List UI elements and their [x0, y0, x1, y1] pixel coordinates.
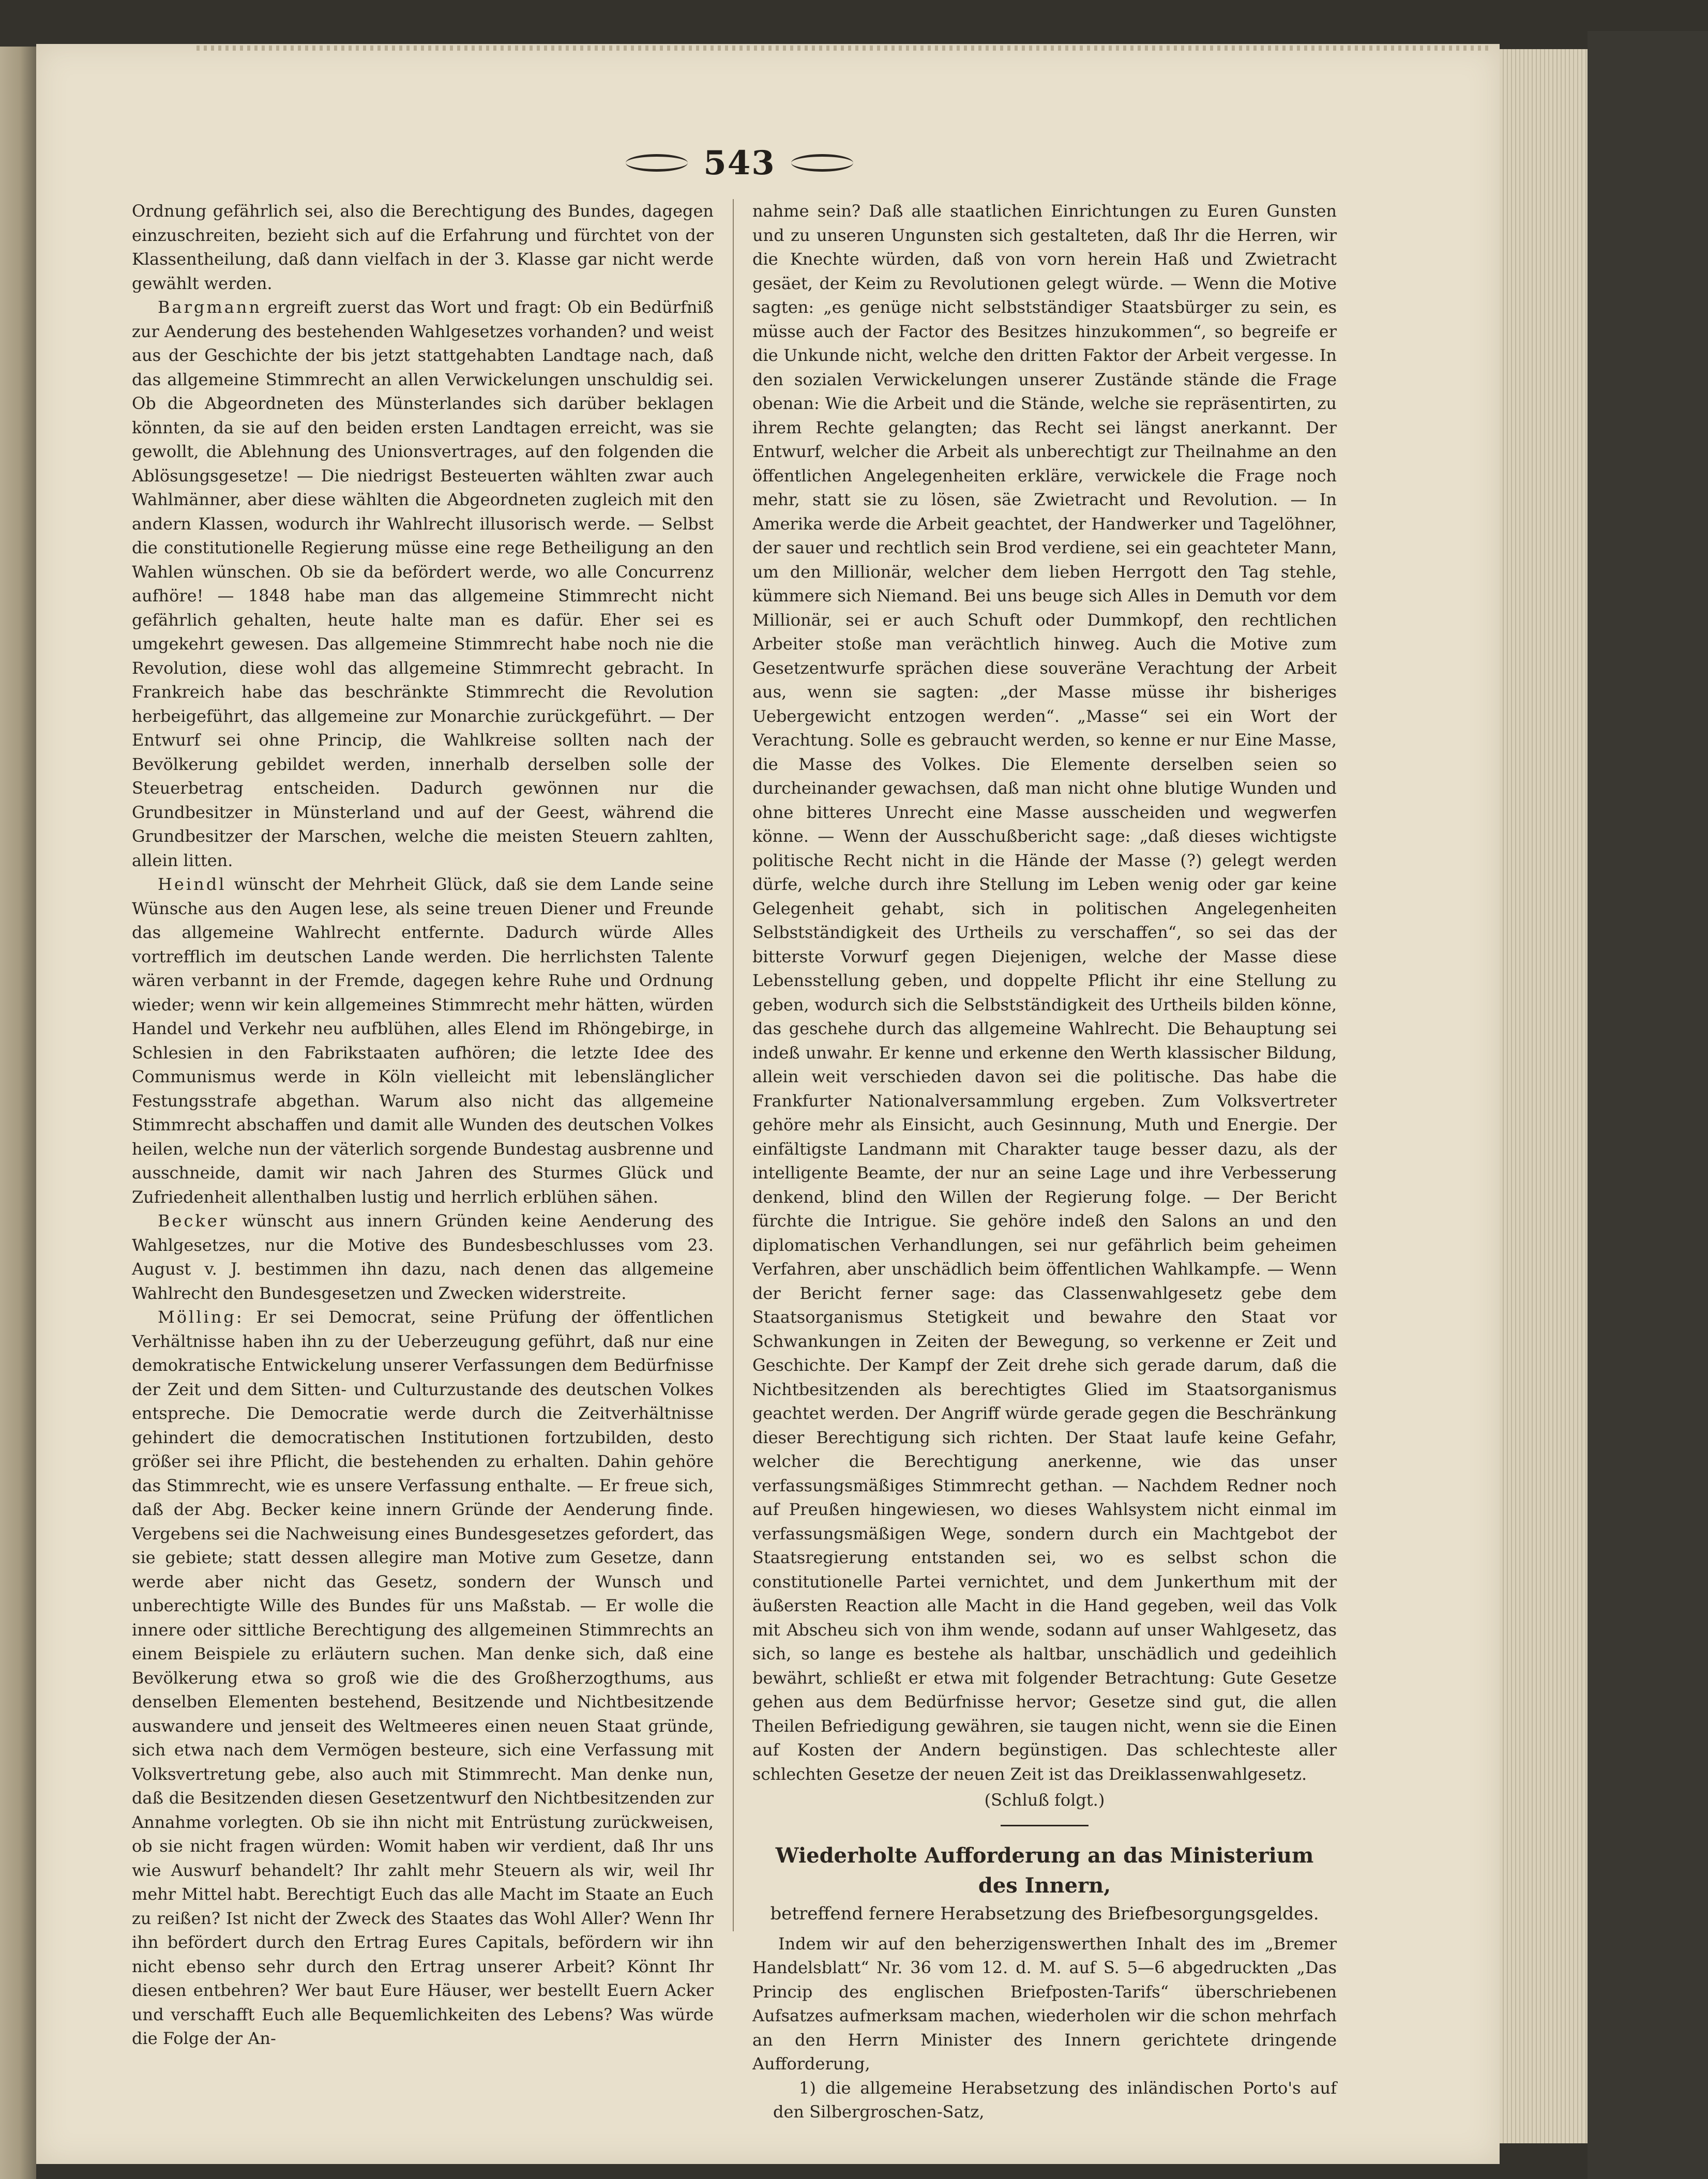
- ornament-left-icon: [626, 154, 688, 172]
- section-divider: [1001, 1825, 1089, 1826]
- article-subheadline: betreffend fernere Herabsetzung des Briefbesorgungsgeldes.: [770, 1903, 1319, 1924]
- page-header: [610, 140, 869, 186]
- scan-background-right: [1588, 31, 1708, 2179]
- top-edge-marks: [197, 46, 1489, 51]
- ornament-right-icon: [791, 154, 853, 172]
- speaker-name: Heindl: [158, 874, 226, 894]
- continuation-note: (Schluß folgt.): [984, 1790, 1105, 1810]
- right-column: [752, 199, 1337, 2124]
- paragraph: Heindl wünscht der Mehrheit Glück, daß sie dem Lande seine Wünsche aus den Augen lese, als seine treuen Diener und Freunde das allgemeine Wahlrecht entfernte. Dadurch würde Alles vortrefflich im deutschen Lande werden. Die herrlichsten Talente wären verbannt in der Fremde, dagegen kehre Ruhe und Ordnung wieder; wenn wir kein allgemeines Stimmrecht mehr hätten, würden Handel und Verkehr neu aufblühen, alles Elend im Rhöngebirge, in Schlesien in den Fabrikstaaten aufhören; die letzte Idee des Communismus werde in Köln vielleicht mit lebenslänglicher Festungsstrafe abgethan. Warum also nicht das allgemeine Stimmrecht abschaffen und damit alle Wunden des deutschen Volkes heilen, welche nun der väterlich sorgende Bundestag ausbrenne und ausschneide, damit wir nach Jahren des Sturmes Glück und Zufriedenheit allenthalben lustig und herrlich erblühen sähen.: [132, 874, 714, 1207]
- list-item: 1) die allgemeine Herabsetzung des inländischen Porto's auf den Silbergroschen-Satz,: [773, 2078, 1337, 2122]
- article-headline: Wiederholte Aufforderung an das Ministerium des Innern,: [775, 1843, 1314, 1898]
- page-stack-edge: [1500, 49, 1588, 2143]
- speaker-name: Mölling: [158, 1307, 236, 1327]
- paragraph: Indem wir auf den beherzigenswerthen Inhalt des im „Bremer Handelsblatt“ Nr. 36 vom 12. d. M. auf S. 5—6 abgedruckten „Das Princip des englischen Briefposten-Tarifs“ überschriebenen Aufsatzes aufmerksam machen, wiederholen wir die schon mehrfach an den Herrn Minister des Innern gerichtete dringende Aufforderung,: [752, 1933, 1337, 2074]
- speaker-name: Bargmann: [158, 297, 262, 317]
- paragraph: Bargmann ergreift zuerst das Wort und fragt: Ob ein Bedürfniß zur Aenderung des bestehenden Wahlgesetzes vorhanden? und weist aus der Geschichte der bis jetzt stattgehabten Landtage nach, daß das allgemeine Stimmrecht an allen Verwickelungen unschuldig sei. Ob die Abgeordneten des Münsterlandes sich darüber beklagen könnten, da sie auf den beiden ersten Landtagen erreicht, was sie gewollt, die Ablehnung des Unionsvertrages, auf den folgenden die Ablösungsgesetze! — Die niedrigst Besteuerten wählten zwar auch Wahlmänner, aber diese wählten die Abgeordneten zugleich mit den andern Klassen, wodurch ihr Wahlrecht illusorisch werde. — Selbst die constitutionelle Regierung müsse eine rege Betheiligung an den Wahlen wünschen. Ob sie da befördert werde, wo alle Concurrenz aufhöre! — 1848 habe man das allgemeine Stimmrecht nicht gefährlich gehalten, heute halte man es dafür. Eher sei es umgekehrt gewesen. Das allgemeine Stimmrecht habe noch nie die Revolution, diese wohl das allgemeine Stimmrecht gebracht. In Frankreich habe das beschränkte Stimmrecht die Revolution herbeigeführt, das allgemeine zur Monarchie zurückgeführt. — Der Entwurf sei ohne Princip, die Wahlkreise sollten nach der Bevölkerung gebildet werden, innerhalb derselben solle der Steuerbetrag entscheiden. Dadurch gewönnen nur die Grundbesitzer in Münsterland und auf der Geest, während die Grundbesitzer der Marschen, welche die meisten Steuern zahlten, allein litten.: [132, 297, 714, 870]
- facing-page-edge: [0, 47, 36, 2179]
- paragraph: Ordnung gefährlich sei, also die Berechtigung des Bundes, dagegen einzuschreiten, bezieht sich auf die Erfahrung und fürchtet von der Klassentheilung, daß dann vielfach in der 3. Klasse gar nicht werde gewählt werden.: [132, 201, 714, 293]
- left-column: [132, 199, 714, 2051]
- paragraph: nahme sein? Daß alle staatlichen Einrichtungen zu Euren Gunsten und zu unseren Ungunsten sich gestalteten, daß Ihr die Herren, wir die Knechte würden, daß von vorn herein Haß und Zwietracht gesäet, der Keim zu Revolutionen gelegt würde. — Wenn die Motive sagten: „es genüge nicht selbstständiger Staatsbürger zu sein, es müsse auch der Factor des Besitzes hinzukommen“, so begreife er die Unkunde nicht, welche den dritten Faktor der Arbeit vergesse. In den sozialen Verwickelungen unserer Zustände stände die Frage obenan: Wie die Arbeit und die Stände, welche sie repräsentirten, zu ihrem Rechte gelangten; das Recht sei längst anerkannt. Der Entwurf, welcher die Arbeit als unberechtigt zur Theilnahme an den öffentlichen Angelegenheiten erkläre, verwickele die Frage noch mehr, statt sie zu lösen, säe Zwietracht und Revolution. — In Amerika werde die Arbeit geachtet, der Handwerker und Tagelöhner, der sauer und rechtlich sein Brod verdiene, sei ein geachteter Mann, um den Millionär, welcher dem lieben Herrgott den Tag stehle, kümmere sich Niemand. Bei uns beuge sich Alles in Demuth vor dem Millionär, sei er auch Schuft oder Dummkopf, den rechtlichen Arbeiter stoße man verächtlich hinweg. Auch die Motive zum Gesetzentwurfe sprächen diese souveräne Verachtung der Arbeit aus, wenn sie sagten: „der Masse müsse ihr bisheriges Uebergewicht entzogen werden“. „Masse“ sei ein Wort der Verachtung. Solle es gebraucht werden, so kenne er nur Eine Masse, die Masse des Volkes. Die Elemente derselben seien so durcheinander gewachsen, daß man nicht ohne blutige Wunden und ohne bitteres Unrecht eine Masse ausscheiden und wegwerfen könne. — Wenn der Ausschußbericht sage: „daß dieses wichtigste politische Recht nicht in die Hände der Masse (?) gelegt werden dürfe, welche durch ihre Stellung im Leben wenig oder gar keine Gelegenheit gehabt, sich in politischen Angelegenheiten Selbstständigkeit des Urtheils zu verschaffen“, so sei das der bitterste Vorwurf gegen Diejenigen, welche der Masse diese Lebensstellung geben, und doppelte Pflicht ihr eine Stellung zu geben, wodurch sich die Selbstständigkeit des Urtheils bilden könne, das geschehe durch das allgemeine Wahlrecht. Die Behauptung sei indeß unwahr. Er kenne und erkenne den Werth klassischer Bildung, allein weit verschieden davon sei die politische. Das habe die Frankfurter Nationalversammlung ergeben. Zum Volksvertreter gehöre mehr als Einsicht, auch Gesinnung, Muth und Energie. Der einfältigste Landmann mit Charakter tauge besser dazu, als der intelligente Beamte, der nur an seine Lage und ihre Verbesserung denkend, blind den Willen der Regierung folge. — Der Bericht fürchte die Intrigue. Sie gehöre indeß den Salons an und den diplomatischen Verhandlungen, sei nur gefährlich beim geheimen Verfahren, aber unschädlich beim öffentlichen Wahlkampfe. — Wenn der Bericht ferner sage: das Classenwahlgesetz gebe dem Staatsorganismus Stetigkeit und bewahre den Staat vor Schwankungen in Zeiten der Bewegung, so verkenne er Zeit und Geschichte. Der Kampf der Zeit drehe sich gerade darum, daß die Nichtbesitzenden als berechtigtes Glied im Staatsorganismus geachtet werden. Der Angriff würde gerade gegen die Beschränkung dieser Berechtigung sich richten. Der Staat laufe keine Gefahr, welcher die Berechtigung anerkenne, wie das unser verfassungsmäßiges Stimmrecht gethan. — Nachdem Redner noch auf Preußen hingewiesen, wo dieses Wahlsystem nicht einmal im verfassungsmäßigen Wege, sondern durch ein Machtgebot der Staatsregierung entstanden sei, wo es selbst schon die constitutionelle Partei vernichtet, und dem Junkerthum mit der äußersten Reaction alle Macht in die Hand gegeben, weil das Volk mit Abscheu sich von ihm wende, sodann auf unser Wahlgesetz, das sich, so lange es bestehe als haltbar, unschädlich und gedeihlich bewährt, schließt er etwa mit folgender Betrachtung: Gute Gesetze gehen aus dem Bedürfnisse hervor; Gesetze sind gut, die allen Theilen Befriedigung gewähren, sie taugen nicht, wenn sie die Einen auf Kosten der Andern begünstigen. Das schlechteste aller schlechten Gesetze der neuen Zeit ist das Dreiklassenwahlgesetz.: [752, 201, 1337, 1784]
- column-divider: [733, 199, 734, 1931]
- paragraph: Becker wünscht aus innern Gründen keine Aenderung des Wahlgesetzes, nur die Motive des Bundesbeschlusses vom 23. August v. J. bestimmen ihn dazu, nach denen das allgemeine Wahlrecht den Bundesgesetzen und Zwecken widerstreite.: [132, 1211, 714, 1303]
- paragraph: Mölling: Er sei Democrat, seine Prüfung der öffentlichen Verhältnisse haben ihn zu der Ueberzeugung geführt, daß nur eine demokratische Entwickelung unserer Verfassungen dem Bedürfnisse der Zeit und dem Sitten- und Culturzustande des deutschen Volkes entspreche. Die Democratie werde durch die Zeitverhältnisse gehindert die democratischen Institutionen fortzubilden, desto größer sei ihre Pflicht, die bestehenden zu erhalten. Dahin gehöre das Stimmrecht, wie es unsere Verfassung enthalte. — Er freue sich, daß der Abg. Becker keine innern Gründe der Aenderung finde. Vergebens sei die Nachweisung eines Bundesgesetzes gefordert, das sie gebiete; statt dessen allegire man Motive zum Gesetze, dann werde aber nicht das Gesetz, sondern der Wunsch und unberechtigte Wille des Bundes für uns Maßstab. — Er wolle die innere oder sittliche Berechtigung des allgemeinen Stimmrechts an einem Beispiele zu erläutern suchen. Man denke sich, daß eine Bevölkerung etwa so groß wie die des Großherzogthums, aus denselben Elementen bestehend, Besitzende und Nichtbesitzende auswandere und jenseit des Weltmeeres einen neuen Staat gründe, sich etwa nach dem Vermögen besteure, sich eine Verfassung mit Volksvertretung gebe, also auch mit Stimmrecht. Man denke nun, daß die Besitzenden diesen Gesetzentwurf den Nichtbesitzenden zur Annahme vorlegten. Ob sie ihn nicht mit Entrüstung zurückweisen, ob sie nicht fragen würden: Womit haben wir verdient, daß Ihr uns wie Auswurf behandelt? Ihr zahlt mehr Steuern als wir, weil Ihr mehr Mittel habt. Berechtigt Euch das alle Macht im Staate an Euch zu reißen? Ist nicht der Zweck des Staates das Wohl Aller? Wenn Ihr ihn befördert durch den Ertrag Eures Capitals, befördern wir ihn nicht ebenso sehr durch den Ertrag unserer Arbeit? Könnt Ihr diesen entbehren? Wer baut Eure Häuser, wer bestellt Euern Acker und verschafft Euch alle Bequemlichkeiten des Lebens? Was würde die Folge der An-: [132, 1307, 714, 2048]
- speaker-name: Becker: [158, 1211, 229, 1231]
- page-number: 543: [703, 143, 776, 183]
